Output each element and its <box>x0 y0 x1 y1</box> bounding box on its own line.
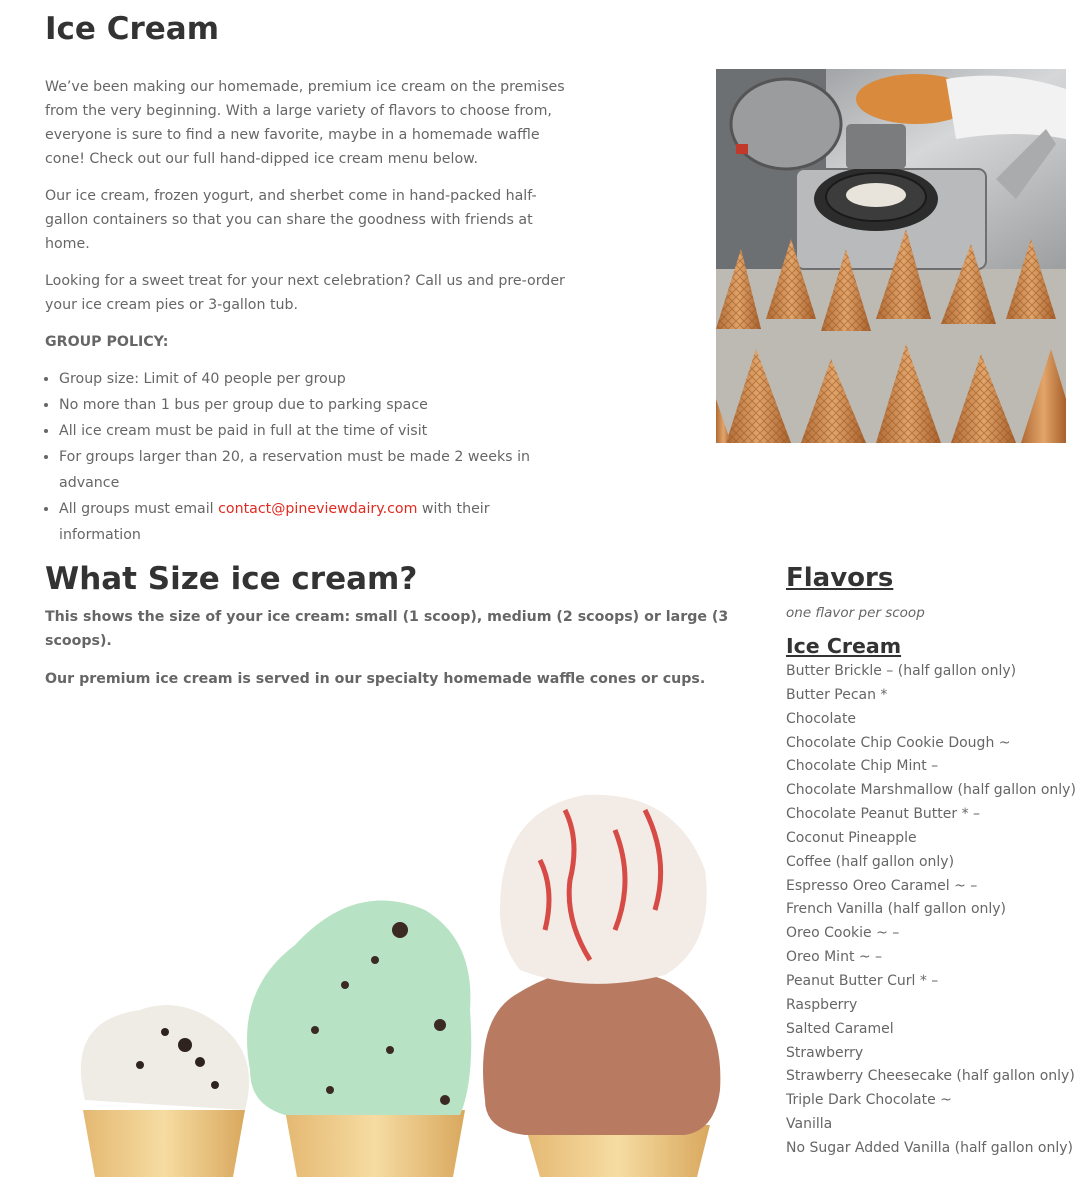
flavor-item: Oreo Cookie ~ – <box>786 925 900 942</box>
flavor-item: Chocolate Marshmallow (half gallon only) <box>786 782 1076 799</box>
intro-paragraph: Looking for a sweet treat for your next celebration? Call us and pre-order your ice cream pies or 3-gallon tub. <box>45 273 565 313</box>
flavor-item: Coconut Pineapple <box>786 829 917 846</box>
flavor-item: Strawberry <box>786 1044 864 1061</box>
flavor-item: Strawberry Cheesecake (half gallon only) <box>786 1068 1075 1085</box>
flavor-item: Chocolate Chip Cookie Dough ~ <box>786 734 1011 751</box>
intro-paragraph: Our ice cream, frozen yogurt, and sherbet come in hand-packed half-gallon containers so that you can share the goodness with friends at home. <box>45 188 537 252</box>
policy-item: • Group size: Limit of 40 people per group <box>59 366 575 392</box>
flavor-item: Peanut Butter Curl * – <box>786 972 939 989</box>
flavor-item: Butter Brickle – (half gallon only) <box>786 663 1017 679</box>
size-description <box>45 605 745 705</box>
flavor-item: Butter Pecan * <box>786 686 888 703</box>
policy-item: • For groups larger than 20, a reservation must be made 2 weeks in advance <box>59 444 575 496</box>
flavor-item: Espresso Oreo Caramel ~ – <box>786 877 978 894</box>
policy-email-prefix: All groups must email <box>59 501 219 517</box>
policy-email-suffix: with their information <box>59 501 490 543</box>
flavor-item: Coffee (half gallon only) <box>786 853 955 870</box>
policy-item: • All ice cream must be paid in full at the time of visit <box>59 418 575 444</box>
flavor-item: French Vanilla (half gallon only) <box>786 901 1007 918</box>
waffle-cone-photo <box>716 69 1066 443</box>
flavors-section <box>786 558 1081 1161</box>
ice-cream-sizes-image <box>45 770 745 1177</box>
flavor-item: Salted Caramel <box>786 1020 894 1037</box>
flavors-note: one flavor per scoop <box>786 605 925 621</box>
contact-email-link[interactable]: contact@pineviewdairy.com <box>218 501 418 517</box>
flavor-item: Vanilla <box>786 1116 833 1133</box>
policy-item: • No more than 1 bus per group due to parking space <box>59 392 575 418</box>
flavor-list <box>786 660 1081 1161</box>
group-policy-heading: GROUP POLICY: <box>45 334 169 350</box>
intro-paragraph: We’ve been making our homemade, premium ice cream on the premises from the very beginning. With a large variety of flavors to choose from, everyone is sure to find a new favorite, maybe in a homemade waffle cone! Check out our full hand-dipped ice cream menu below. <box>45 79 565 167</box>
size-section-title: What Size ice cream? <box>45 561 418 597</box>
page-title: Ice Cream <box>45 11 220 47</box>
flavor-item: Chocolate <box>786 710 857 727</box>
group-policy-list <box>45 366 575 548</box>
intro-section <box>45 75 575 548</box>
flavor-item: Raspberry <box>786 996 858 1013</box>
flavor-item: No Sugar Added Vanilla (half gallon only) <box>786 1139 1074 1156</box>
flavor-item: Oreo Mint ~ – <box>786 949 883 966</box>
flavor-item: Chocolate Chip Mint – <box>786 758 939 775</box>
flavor-item: Triple Dark Chocolate ~ <box>786 1092 952 1109</box>
size-line: This shows the size of your ice cream: small (1 scoop), medium (2 scoops) or large (3 scoops). <box>45 609 729 649</box>
flavors-title: Flavors <box>786 563 894 593</box>
flavor-item: Chocolate Peanut Butter * – <box>786 806 981 823</box>
policy-item-email <box>59 496 575 548</box>
cone-line: Our premium ice cream is served in our specialty homemade waffle cones or cups. <box>45 671 706 687</box>
category-title: Ice Cream <box>786 634 902 658</box>
